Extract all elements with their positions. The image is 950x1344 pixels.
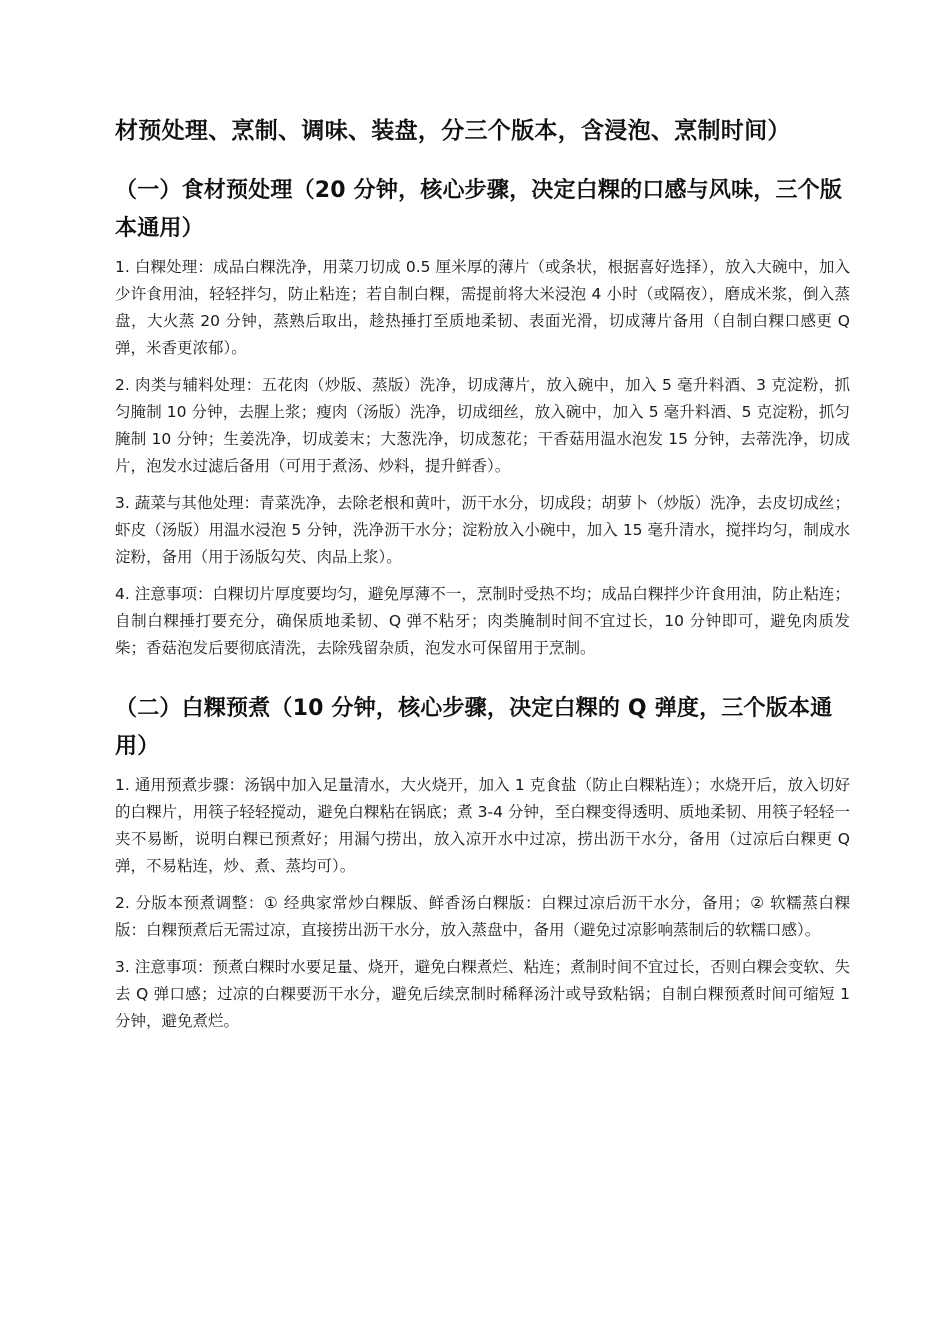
paragraph: 3. 蔬菜与其他处理：青菜洗净，去除老根和黄叶，沥干水分，切成段；胡萝卜（炒版）洗净，去皮切成丝；虾皮（汤版）用温水浸泡 5 分钟，洗净沥干水分；淀粉放入小碗中，加入 15 毫升清水，搅拌均匀，制成水淀粉，备用（用于汤版勾芡、肉品上浆）。 bbox=[115, 494, 850, 566]
section-preboiling bbox=[115, 690, 850, 1035]
paragraph: 1. 白粿处理：成品白粿洗净，用菜刀切成 0.5 厘米厚的薄片（或条状，根据喜好选择），放入大碗中，加入少许食用油，轻轻拌匀，防止粘连；若自制白粿，需提前将大米浸泡 4 小时（或隔夜），磨成米浆，倒入蒸盘，大火蒸 20 分钟，蒸熟后取出，趁热捶打至质地柔韧、表面光滑，切成薄片备用（自制白粿口感更 Q 弹，米香更浓郁）。 bbox=[115, 258, 850, 357]
paragraph: 4. 注意事项：白粿切片厚度要均匀，避免厚薄不一，烹制时受热不均；成品白粿拌少许食用油，防止粘连；自制白粿捶打要充分，确保质地柔韧、Q 弹不粘牙；肉类腌制时间不宜过长，10 分钟即可，避免肉质发柴；香菇泡发后要彻底清洗，去除残留杂质，泡发水可保留用于烹制。 bbox=[115, 585, 850, 657]
section-preprocessing bbox=[115, 172, 850, 662]
paragraph: 1. 通用预煮步骤：汤锅中加入足量清水，大火烧开，加入 1 克食盐（防止白粿粘连）；水烧开后，放入切好的白粿片，用筷子轻轻搅动，避免白粿粘在锅底；煮 3-4 分钟，至白粿变得透明、质地柔韧、用筷子轻轻一夹不易断，说明白粿已预煮好；用漏勺捞出，放入凉开水中过凉，捞出沥干水分，备用（过凉后白粿更 Q 弹，不易粘连，炒、煮、蒸均可）。 bbox=[115, 776, 850, 875]
section-title: （一）食材预处理（20 分钟，核心步骤，决定白粿的口感与风味，三个版本通用） bbox=[115, 178, 843, 241]
section-spacer bbox=[115, 672, 850, 690]
paragraph: 3. 注意事项：预煮白粿时水要足量、烧开，避免白粿煮烂、粘连；煮制时间不宜过长，否则白粿会变软、失去 Q 弹口感；过凉的白粿要沥干水分，避免后续烹制时稀释汤汁或导致粘锅；自制白粿预煮时间可缩短 1 分钟，避免煮烂。 bbox=[115, 958, 850, 1030]
paragraph: 2. 肉类与辅料处理：五花肉（炒版、蒸版）洗净，切成薄片，放入碗中，加入 5 毫升料酒、3 克淀粉，抓匀腌制 10 分钟，去腥上浆；瘦肉（汤版）洗净，切成细丝，放入碗中，加入 5 毫升料酒、5 克淀粉，抓匀腌制 10 分钟；生姜洗净，切成姜末；大葱洗净，切成葱花；干香菇用温水泡发 15 分钟，去蒂洗净，切成片，泡发水过滤后备用（可用于煮汤、炒料，提升鲜香）。 bbox=[115, 376, 850, 475]
intro-title: 材预处理、烹制、调味、装盘，分三个版本，含浸泡、烹制时间） bbox=[115, 118, 791, 144]
paragraph: 2. 分版本预煮调整：① 经典家常炒白粿版、鲜香汤白粿版：白粿过凉后沥干水分，备用；② 软糯蒸白粿版：白粿预煮后无需过凉，直接捞出沥干水分，放入蒸盘中，备用（避免过凉影响蒸制后的软糯口感）。 bbox=[115, 894, 850, 939]
section-title: （二）白粿预煮（10 分钟，核心步骤，决定白粿的 Q 弹度，三个版本通用） bbox=[115, 696, 833, 759]
